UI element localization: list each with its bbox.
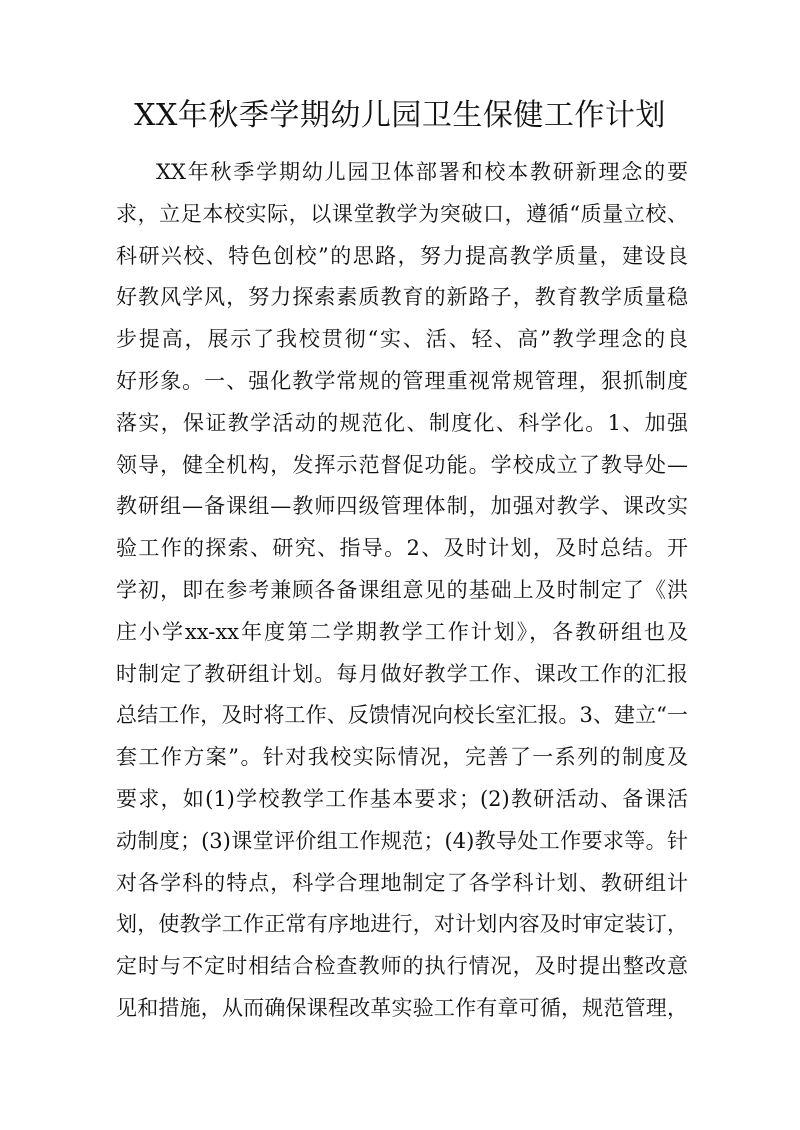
body-line: 总结工作，及时将工作、反馈情况向校长室汇报。3、建立“一 bbox=[116, 703, 688, 728]
body-line: 科研兴校、特色创校”的思路，努力提高教学质量，建设良 bbox=[116, 243, 688, 268]
body-line: 步提高，展示了我校贯彻“实、活、轻、高”教学理念的良 bbox=[116, 327, 688, 352]
body-line: 求，立足本校实际，以课堂教学为突破口，遵循“质量立校、 bbox=[116, 201, 688, 226]
body-line: 庄小学xx-xx年度第二学期教学工作计划》，各教研组也及 bbox=[116, 619, 688, 644]
document-title: XX年秋季学期幼儿园卫生保健工作计划 bbox=[134, 98, 666, 133]
body-line: 套工作方案”。针对我校实际情况，完善了一系列的制度及 bbox=[116, 745, 688, 770]
body-line: 学初，即在参考兼顾各备课组意见的基础上及时制定了《洪 bbox=[116, 577, 688, 602]
body-line: 见和措施，从而确保课程改革实验工作有章可循，规范管理， bbox=[116, 995, 688, 1020]
body-line: XX年秋季学期幼儿园卫体部署和校本教研新理念的要 bbox=[156, 160, 688, 184]
body-line: 划，使教学工作正常有序地进行，对计划内容及时审定装订， bbox=[116, 912, 688, 937]
body-line: 教研组—备课组—教师四级管理体制，加强对教学、课改实 bbox=[116, 494, 688, 519]
body-line: 好形象。一、强化教学常规的管理重视常规管理，狠抓制度 bbox=[116, 368, 688, 393]
body-line: 要求，如(1)学校教学工作基本要求；(2)教研活动、备课活 bbox=[116, 786, 688, 811]
document-body bbox=[116, 152, 688, 1030]
body-line: 落实，保证教学活动的规范化、制度化、科学化。1、加强 bbox=[116, 410, 688, 435]
body-line: 定时与不定时相结合检查教师的执行情况，及时提出整改意 bbox=[116, 954, 688, 979]
body-line: 好教风学风，努力探索素质教育的新路子，教育教学质量稳 bbox=[116, 285, 688, 310]
body-line: 对各学科的特点，科学合理地制定了各学科计划、教研组计 bbox=[116, 870, 688, 895]
body-line: 验工作的探索、研究、指导。2、及时计划，及时总结。开 bbox=[116, 536, 688, 561]
body-line: 领导，健全机构，发挥示范督促功能。学校成立了教导处— bbox=[116, 452, 688, 477]
body-line: 动制度；(3)课堂评价组工作规范；(4)教导处工作要求等。针 bbox=[116, 828, 688, 853]
body-line: 时制定了教研组计划。每月做好教学工作、课改工作的汇报 bbox=[116, 661, 688, 686]
